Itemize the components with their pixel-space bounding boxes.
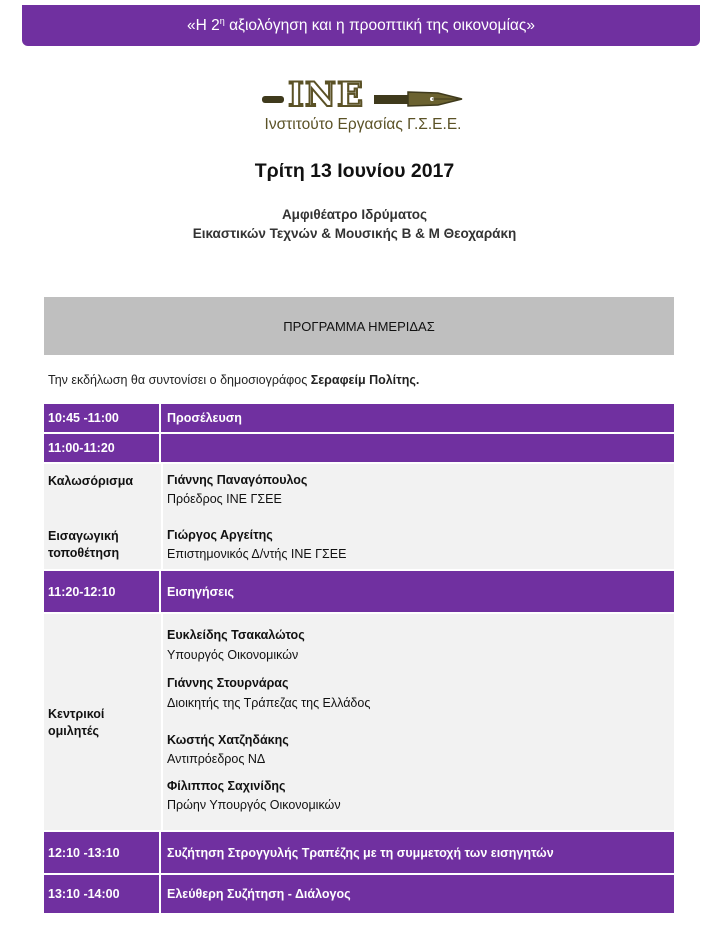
speaker-name: Ευκλείδης Τσακαλώτος (167, 628, 305, 642)
speaker-role: Πρώην Υπουργός Οικονομικών (167, 798, 341, 812)
event-title-banner (22, 5, 700, 46)
table-row (44, 875, 674, 913)
table-row (44, 404, 674, 432)
speaker-role: Αντιπρόεδρος ΝΔ (167, 752, 266, 766)
session-cell: Προσέλευση (167, 411, 242, 425)
venue-line-1: Αμφιθέατρο Ιδρύματος (281, 207, 428, 222)
keynote-label: Κεντρικοί ομιλητές (48, 707, 105, 738)
time-cell: 10:45 -11:00 (44, 404, 161, 432)
speakers-cell (163, 464, 674, 569)
time-cell: 11:20-12:10 (44, 571, 161, 612)
event-date: Τρίτη 13 Ιουνίου 2017 (254, 160, 455, 182)
speaker-name: Γιώργος Αργείτης (167, 528, 273, 542)
intro-label: Εισαγωγική τοποθέτηση (48, 529, 120, 560)
table-row (44, 464, 674, 569)
moderator-name: Σεραφείμ Πολίτης. (310, 373, 420, 387)
time-cell: 12:10 -13:10 (44, 832, 161, 873)
ine-logo-subtitle: Ινστιτούτο Εργασίας Γ.Σ.Ε.Ε. (264, 116, 462, 133)
role-label-cell (44, 614, 163, 830)
table-row (44, 434, 674, 462)
session-cell: Ελεύθερη Συζήτηση - Διάλογος (167, 887, 351, 901)
table-row (44, 614, 674, 830)
venue-line-2: Εικαστικών Τεχνών & Μουσικής Β & Μ Θεοχαράκη (192, 226, 517, 241)
program-header: ΠΡΟΓΡΑΜΜΑ ΗΜΕΡΙΔΑΣ (44, 297, 674, 355)
time-cell: 13:10 -14:00 (44, 875, 161, 913)
speaker-name: Κωστής Χατζηδάκης (167, 733, 289, 747)
session-cell: Συζήτηση Στρογγυλής Τραπέζης με τη συμμετοχή των εισηγητών (167, 845, 554, 860)
table-row (44, 571, 674, 612)
event-title: «Η $2^\eta$ αξιολόγηση και η προοπτική της οικονομίας» (187, 15, 535, 35)
moderator-note: Την εκδήλωση θα συντονίσει ο δημοσιογράφος Σεραφείμ Πολίτης. (48, 373, 420, 387)
speaker-role: Πρόεδρος ΙΝΕ ΓΣΕΕ (167, 492, 282, 506)
time-cell: 11:00-11:20 (44, 434, 161, 462)
speaker-role: Υπουργός Οικονομικών (167, 648, 299, 662)
session-cell (163, 434, 674, 462)
session-cell: Εισηγήσεις (167, 584, 235, 599)
speaker-name: Φίλιππος Σαχινίδης (167, 779, 286, 793)
speaker-name: Γιάννης Στουρνάρας (167, 676, 289, 690)
ine-logo-letters: ΙΝΕ (288, 75, 364, 115)
table-row (44, 832, 674, 873)
event-venue (0, 205, 709, 243)
speakers-cell (163, 614, 674, 830)
ine-logo (258, 76, 468, 138)
speaker-role: Διοικητής της Τράπεζας της Ελλάδος (167, 696, 371, 710)
speaker-name: Γιάννης Παναγόπουλος (167, 473, 308, 487)
speaker-role: Επιστημονικός Δ/ντής ΙΝΕ ΓΣΕΕ (167, 547, 347, 561)
role-label-cell (44, 464, 163, 569)
welcome-label: Καλωσόρισμα (48, 474, 134, 488)
